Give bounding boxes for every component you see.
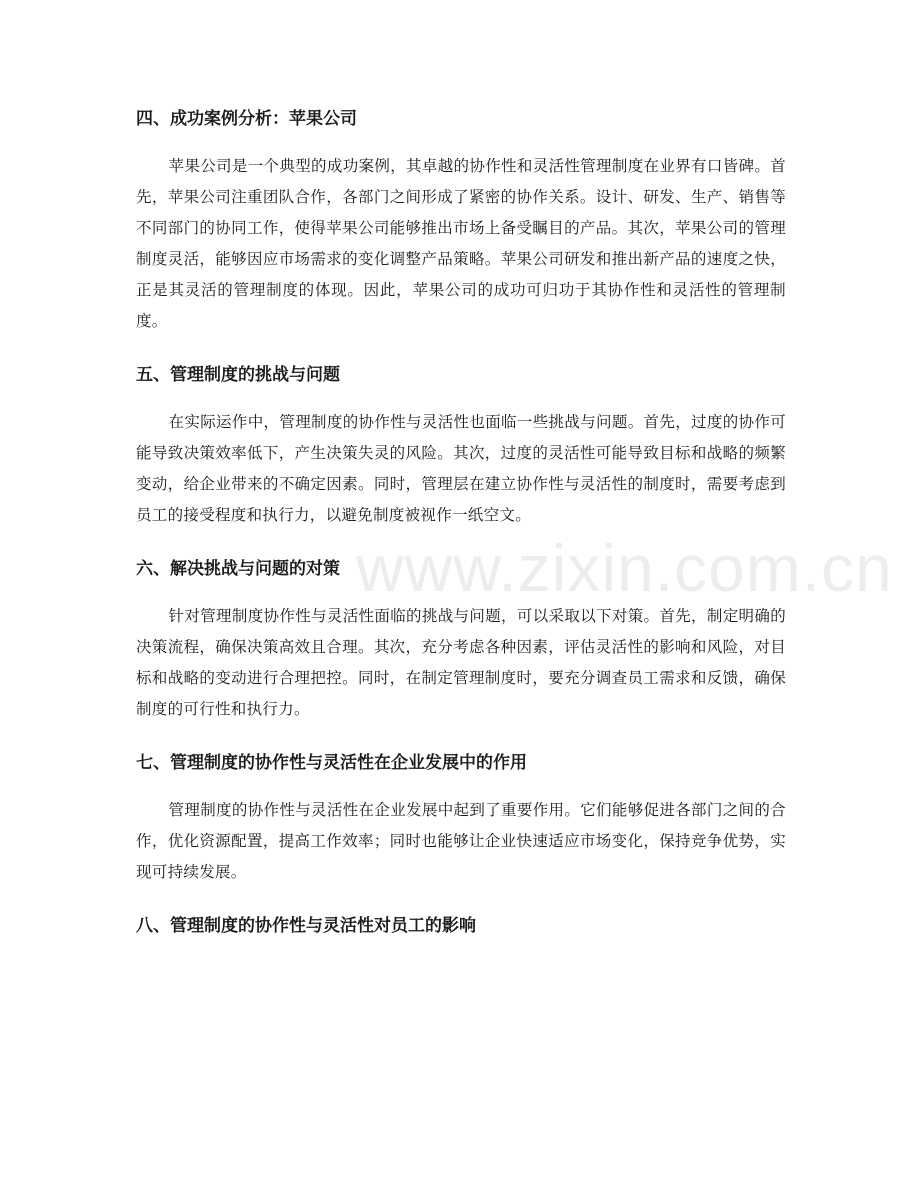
section-heading-6: 六、解决挑战与问题的对策 — [136, 559, 340, 579]
watermark-text: www.zixin.com.cn — [356, 531, 893, 605]
section-heading-5: 五、管理制度的挑战与问题 — [136, 365, 340, 385]
section-heading-4: 四、成功案例分析：苹果公司 — [136, 109, 357, 129]
section-paragraph-4: 苹果公司是一个典型的成功案例，其卓越的协作性和灵活性管理制度在业界有口皆碑。首先，苹果公司注重团队合作，各部门之间形成了紧密的协作关系。设计、研发、生产、销售等不同部门的协同工作，使得苹果公司能够推出市场上备受瞩目的产品。其次，苹果公司的管理制度灵活，能够因应市场需求的变化调整产品策略。苹果公司研发和推出新产品的速度之快，正是其灵活的管理制度的体现。因此，苹果公司的成功可归功于其协作性和灵活性的管理制度。 — [136, 157, 786, 330]
section-paragraph-6: 针对管理制度协作性与灵活性面临的挑战与问题，可以采取以下对策。首先，制定明确的决策流程，确保决策高效且合理。其次，充分考虑各种因素，评估灵活性的影响和风险，对目标和战略的变动进行合理把控。同时，在制定管理制度时，要充分调查员工需求和反馈，确保制度的可行性和执行力。 — [136, 607, 786, 718]
section-heading-8: 八、管理制度的协作性与灵活性对员工的影响 — [136, 916, 476, 936]
document-body — [136, 106, 786, 939]
section-paragraph-7: 管理制度的协作性与灵活性在企业发展中起到了重要作用。它们能够促进各部门之间的合作，优化资源配置，提高工作效率；同时也能够让企业快速适应市场变化，保持竞争优势，实现可持续发展。 — [136, 801, 786, 881]
section-paragraph-5: 在实际运作中，管理制度的协作性与灵活性也面临一些挑战与问题。首先，过度的协作可能导致决策效率低下，产生决策失灵的风险。其次，过度的灵活性可能导致目标和战略的频繁变动，给企业带来的不确定因素。同时，管理层在建立协作性与灵活性的制度时，需要考虑到员工的接受程度和执行力，以避免制度被视作一纸空文。 — [136, 413, 786, 524]
section-heading-7: 七、管理制度的协作性与灵活性在企业发展中的作用 — [136, 753, 527, 773]
